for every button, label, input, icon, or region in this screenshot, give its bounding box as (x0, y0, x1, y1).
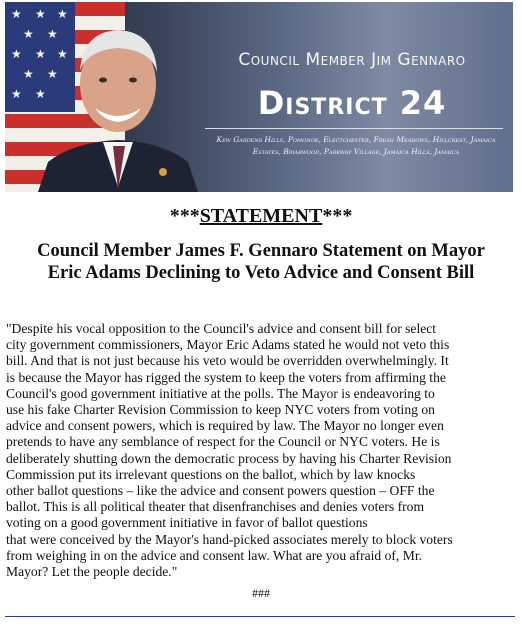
end-mark: ### (252, 586, 270, 600)
body-line: Council's good government initiative at the polls. The Mayor is endeavoring to (6, 385, 435, 401)
body-line: city government commissioners, Mayor Eric Adams stated he would not veto this (6, 337, 450, 353)
body-line: other ballot questions – like the advice and consent powers question – OFF the (6, 483, 435, 499)
body-line: bill. And that is not just because his veto would be overridden overwhelmingly. It (6, 353, 449, 369)
body-line: Commission put its irrelevant questions on the ballot, which by law knocks (6, 466, 416, 482)
body-line: "Despite his vocal opposition to the Council's advice and consent bill for select (6, 321, 437, 336)
body-line: deliberately shutting down the democratic process by having his Charter Revision (6, 450, 452, 466)
body-line: use his fake Charter Revision Commission to keep NYC voters from voting on (6, 402, 435, 418)
body-line: Mayor? Let the people decide." (6, 564, 178, 580)
body-line: ballot. This is all political theater that disenfranchises and denies voters from (6, 499, 425, 515)
banner-neighborhoods: Kew Gardens Hills, Pomonok, Electchester, Fresh Meadows, Hillcrest, Jamaica Estates, Briarwood, Parkway Village, Jamaica Hills, Jamaica (216, 135, 496, 156)
statement-body (6, 321, 516, 580)
council-member-portrait (33, 12, 203, 192)
body-line: is because the Mayor has rigged the system to keep the voters from affirming the (6, 369, 446, 385)
body-line: from weighing in on the advice and consent law. What are you afraid of, Mr. (6, 547, 422, 563)
body-line: advice and consent powers, which is required by law. The Mayor no longer even (6, 418, 444, 434)
flag-canton: ★ ★ ★ ★ ★ ★ ★ ★ ★ ★ ★ ★ (5, 2, 75, 112)
statement-heading (0, 205, 522, 228)
banner-divider (205, 128, 503, 129)
statement-label: STATEMENT (199, 205, 323, 227)
banner-title-district: District 24 (257, 84, 447, 122)
banner-title-name: Council Member Jim Gennaro (238, 50, 466, 70)
body-line: voting on a good government initiative in favor of ballot questions (6, 515, 368, 531)
footer-divider (5, 616, 515, 617)
header-banner (5, 2, 513, 192)
statement-suffix: *** (322, 205, 353, 227)
body-line: pretends to have any semblance of respect for the Council or NYC voters. He is (6, 434, 440, 450)
body-line: that were conceived by the Mayor's hand-picked associates merely to block voters (6, 531, 453, 547)
statement-prefix: *** (169, 205, 200, 227)
press-headline: Council Member James F. Gennaro Statement on Mayor Eric Adams Declining to Veto Advice and Consent Bill (37, 241, 485, 283)
